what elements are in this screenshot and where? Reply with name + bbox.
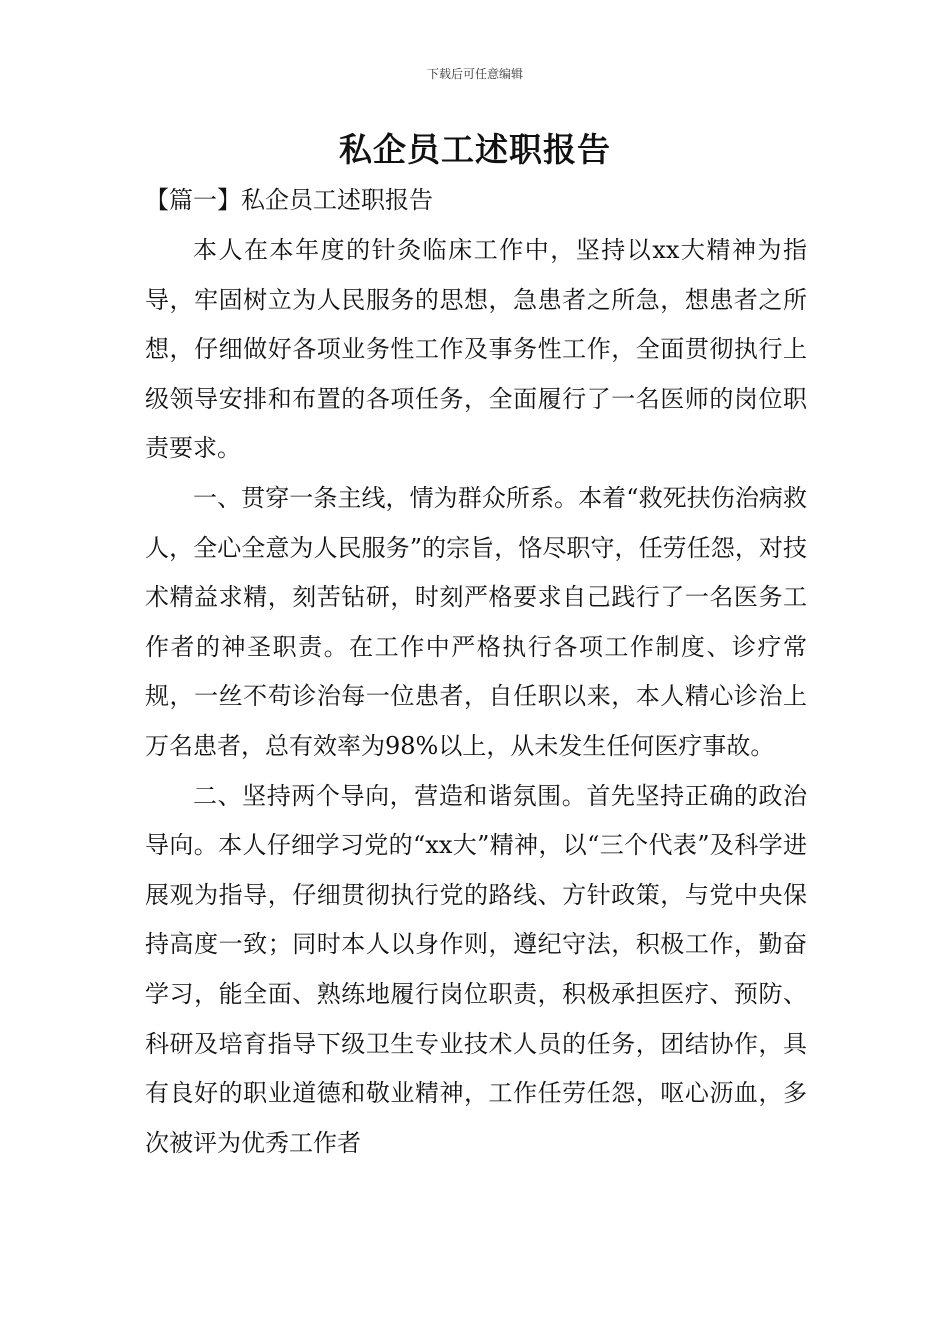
paragraph-one: 一、贯穿一条主线，情为群众所系。本着“救死扶伤治病救人，全心全意为人民服务”的宗旨，恪尽职守，任劳任怨，对技术精益求精，刻苦钻研，时刻严格要求自己践行了一名医务工作者的神圣职责。在工作中严格执行各项工作制度、诊疗常规，一丝不苟诊治每一位患者，自任职以来，本人精心诊治上万名患者，总有效率为98%以上，从未发生任何医疗事故。 [145,483,807,760]
document-title: 私企员工述职报告 [339,130,611,169]
paragraph-intro: 本人在本年度的针灸临床工作中，坚持以xx大精神为指导，牢固树立为人民服务的思想，急患者之所急，想患者之所想，仔细做好各项业务性工作及事务性工作，全面贯彻执行上级领导安排和布置的各项任务，全面履行了一名医师的岗位职责要求。 [145,236,807,463]
section-heading: 【篇一】私企员工述职报告 [145,186,433,214]
paragraph-two: 二、坚持两个导向，营造和谐氛围。首先坚持正确的政治导向。本人仔细学习党的“xx大”精神，以“三个代表”及科学进展观为指导，仔细贯彻执行党的路线、方针政策，与党中央保持高度一致；同时本人以身作则，遵纪守法，积极工作，勤奋学习，能全面、熟练地履行岗位职责，积极承担医疗、预防、科研及培育指导下级卫生专业技术人员的任务，团结协作，具有良好的职业道德和敬业精神，工作任劳任怨，呕心沥血，多次被评为优秀工作者 [145,781,807,1157]
document-body [145,226,807,1168]
header-note: 下载后可任意编辑 [426,67,523,81]
